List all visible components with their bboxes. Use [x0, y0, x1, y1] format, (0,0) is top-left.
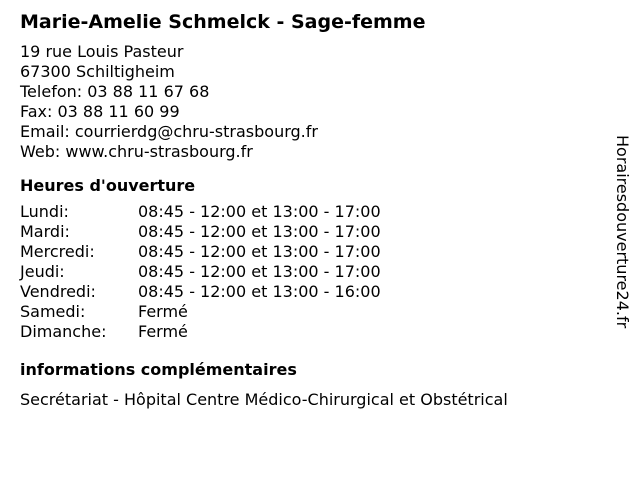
hours-row-monday: [20, 202, 610, 222]
time-value: 08:45 - 12:00 et 13:00 - 16:00: [138, 282, 381, 301]
business-listing: [20, 10, 610, 410]
website-link[interactable]: Web: www.chru-strasbourg.fr: [20, 142, 253, 161]
business-title: Marie-Amelie Schmelck - Sage-femme: [20, 11, 426, 33]
phone-number[interactable]: Telefon: 03 88 11 67 68: [20, 82, 210, 101]
hours-row-saturday: [20, 302, 610, 322]
day-label: Dimanche:: [20, 322, 107, 341]
hours-row-sunday: [20, 322, 610, 342]
additional-info-heading: informations complémentaires: [20, 360, 297, 379]
day-label: Jeudi:: [20, 262, 65, 281]
contact-block: [20, 42, 610, 162]
time-value: Fermé: [138, 302, 188, 321]
opening-hours-heading: Heures d'ouverture: [20, 176, 196, 195]
hours-row-tuesday: [20, 222, 610, 242]
additional-info-text: Secrétariat - Hôpital Centre Médico-Chirurgical et Obstétrical: [20, 390, 508, 409]
day-label: Lundi:: [20, 202, 69, 221]
site-watermark: Horairesdouverture24.fr: [613, 135, 632, 329]
time-value: 08:45 - 12:00 et 13:00 - 17:00: [138, 242, 381, 261]
hours-row-thursday: [20, 262, 610, 282]
opening-hours-table: [20, 202, 610, 342]
day-label: Samedi:: [20, 302, 86, 321]
time-value: 08:45 - 12:00 et 13:00 - 17:00: [138, 202, 381, 221]
address-street: 19 rue Louis Pasteur: [20, 42, 184, 61]
hours-row-friday: [20, 282, 610, 302]
time-value: 08:45 - 12:00 et 13:00 - 17:00: [138, 222, 381, 241]
address-city: 67300 Schiltigheim: [20, 62, 175, 81]
fax-number: Fax: 03 88 11 60 99: [20, 102, 180, 121]
hours-row-wednesday: [20, 242, 610, 262]
day-label: Mardi:: [20, 222, 70, 241]
time-value: Fermé: [138, 322, 188, 341]
time-value: 08:45 - 12:00 et 13:00 - 17:00: [138, 262, 381, 281]
day-label: Mercredi:: [20, 242, 95, 261]
day-label: Vendredi:: [20, 282, 96, 301]
email-link[interactable]: Email: courrierdg@chru-strasbourg.fr: [20, 122, 318, 141]
